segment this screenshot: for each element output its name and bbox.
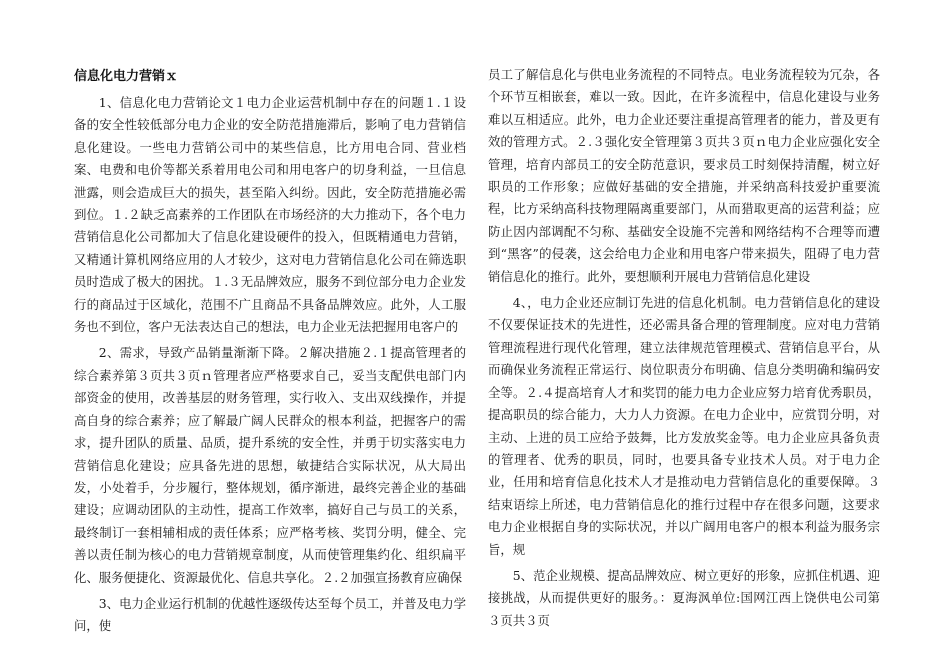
paragraph: 员工了解信息化与供电业务流程的不同特点。电业务流程较为冗杂，各个环节互相嵌套，难以一致。因此，在许多流程中，信息化建设与业务难以互相适应。此外，电力企业还要注重提高管理者的能力，普及更有效的管理方式。２.３强化安全管理第３页共３页ｎ电力企业应强化安全管理，培育内部员工的安全防范意识，要求员工时刻保持清醒，树立好职员的工作形象；应做好基础的安全措施，并采纳高科技爱护重要流程，比方采纳高科技物理隔离重要部门，从而猎取更高的运营利益；应防止因内部调配不匀称、基础安全设施不完善和网络结构不合理等而遭到“黑客”的侵袭，这会给电力企业和用电客户带来损失，阻碍了电力营销信息化的推行。此外，要想顺利开展电力营销信息化建设 — [488, 67, 880, 284]
paragraph: 2、需求，导致产品销量渐渐下降。２解决措施２.１提高管理者的综合素养第３页共３页ｎ管理者应严格要求自己，妥当支配供电部门内部资金的使用，改善基层的财务管理，实行收入、支出双线操作，并提高自身的综合素养；应了解最广阔人民群众的根本利益，把握客户的需求，提升团队的质量、品质，提升系统的安全性，并勇于切实落实电力营销信息化建设；应具备先进的思想，敏捷结合实际状况，从大局出发，小处着手，分步履行，整体规划，循序渐进，最终完善企业的基础建设；应调动团队的主动性，提高工作效率，搞好自己与员工的关系，最终制订一套相辅相成的责任体系；应严格考核、奖罚分明，健全、完善以责任制为核心的电力营销规章制度，从而使管理集约化、组织扁平化、服务便捷化、资源最优化、信息共享化。２.２加强宣扬教育应确保 — [74, 345, 466, 585]
document-title: 信息化电力营销ｘ — [74, 69, 179, 84]
paragraph: 4、，电力企业还应制订先进的信息化机制。电力营销信息化的建设不仅要保证技术的先进性，还必需具备合理的管理制度。应对电力营销管理流程进行现代化管理，建立法律规范管理模式、营销信息平台，从而确保业务流程正常运行、岗位职责分布明确、信息分类明确和编码安全等。２.４提高培育人才和奖罚的能力电力企业应努力培育优秀职员，提高职员的综合能力，大力人力资源。在电力企业中，应赏罚分明，对主动、上进的员工应给予鼓舞，比方发放奖金等。电力企业应具备负责的管理者、优秀的职员，同时，也要具备专业技术人员。对于电力企业，任用和培育信息化技术人才是推动电力营销信息化的重要保障。３结束语综上所述，电力营销信息化的推行过程中存在很多问题，这要求电力企业根据自身的实际状况，并以广阔用电客户的根本利益为服务宗旨，规 — [488, 295, 880, 557]
paragraph: 3、电力企业运行机制的优越性逐级传达至每个员工，并普及电力学问，使 — [74, 595, 467, 634]
right-column — [488, 64, 880, 636]
left-column — [74, 68, 466, 642]
paragraph: 5、范企业规模、提高品牌效应、树立更好的形象，应抓住机遇、迎接挑战，从而提供更好的服务。：夏海沨单位:国网江西上饶供电公司第３页共３页 — [488, 567, 881, 628]
paragraph: 1、信息化电力营销论文１电力企业运营机制中存在的问题１.１设备的安全性较低部分电力企业的安全防范措施滞后，影响了电力营销信息化建设。一些电力营销公司中的某些信息，比方用电合同、营业档案、电费和电价等都关系着用电公司和用电客户的切身利益，一旦信息泄露，则会造成巨大的损失，甚至陷入纠纷。因此，安全防范措施必需到位。１.２缺乏高素养的工作团队在市场经济的大力推动下，各个电力营销信息化公司都加大了信息化建设硬件的投入，但既精通电力营销，又精通计算机网络应用的人才较少，这对电力营销信息化公司在筛选职员时造成了极大的困扰。１.３无品牌效应，服务不到位部分电力企业发行的商品过于区域化，范围不广且商品不具备品牌效应。此外，人工服务也不到位，客户无法表达自己的想法，电力企业无法把握用电客户的 — [74, 95, 466, 335]
